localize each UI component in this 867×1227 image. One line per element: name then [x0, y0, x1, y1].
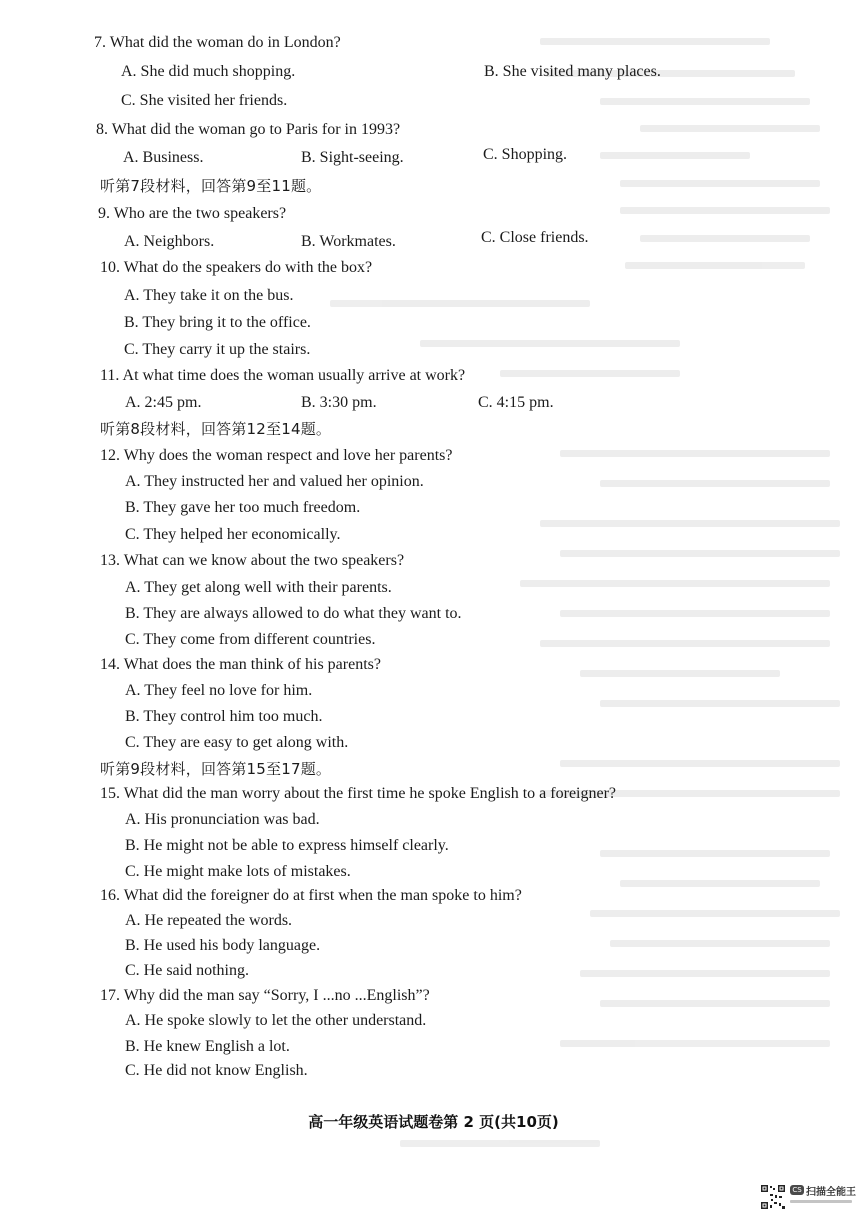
question-10-option-b: B. They bring it to the office. [124, 314, 311, 331]
question-16-option-b: B. He used his body language. [125, 937, 321, 954]
question-12-option-a: A. They instructed her and valued her opinion. [125, 473, 424, 490]
camscanner-logo-icon: CS [790, 1185, 804, 1195]
question-14-option-a: A. They feel no love for him. [125, 682, 313, 699]
question-10-stem: 10. What do the speakers do with the box? [100, 259, 373, 276]
question-17-option-c: C. He did not know English. [125, 1062, 308, 1079]
watermark-subtext-bar [790, 1200, 852, 1203]
watermark-app-name: 扫描全能王 [806, 1187, 856, 1198]
question-13-stem: 13. What can we know about the two speakers? [100, 552, 405, 569]
scanner-watermark [760, 1181, 856, 1217]
question-12-stem: 12. Why does the woman respect and love her parents? [100, 447, 453, 464]
question-14-option-b: B. They control him too much. [125, 708, 323, 725]
question-14-option-c: C. They are easy to get along with. [125, 734, 349, 751]
section-9-instruction: 听第9段材料，回答第15至17题。 [100, 760, 332, 778]
question-9-option-b: B. Workmates. [301, 233, 396, 250]
question-7-stem: 7. What did the woman do in London? [94, 34, 341, 51]
question-9-option-c: C. Close friends. [481, 229, 589, 246]
question-13-option-c: C. They come from different countries. [125, 631, 376, 648]
question-13-option-b: B. They are always allowed to do what they want to. [125, 605, 462, 622]
question-11-stem: 11. At what time does the woman usually arrive at work? [100, 367, 466, 384]
question-12-option-b: B. They gave her too much freedom. [125, 499, 361, 516]
question-10-option-a: A. They take it on the bus. [124, 287, 294, 304]
question-17-option-a: A. He spoke slowly to let the other understand. [125, 1012, 427, 1029]
qr-code-icon [760, 1184, 786, 1210]
question-12-option-c: C. They helped her economically. [125, 526, 341, 543]
question-13-option-a: A. They get along well with their parents. [125, 579, 392, 596]
question-9-option-a: A. Neighbors. [124, 233, 215, 250]
question-17-option-b: B. He knew English a lot. [125, 1038, 290, 1055]
question-9-stem: 9. Who are the two speakers? [98, 205, 287, 222]
question-17-stem: 17. Why did the man say “Sorry, I ...no ...English”? [100, 987, 430, 1004]
question-16-option-a: A. He repeated the words. [125, 912, 293, 929]
question-10-option-c: C. They carry it up the stairs. [124, 341, 311, 358]
question-8-option-c: C. Shopping. [483, 146, 568, 163]
question-11-option-a: A. 2:45 pm. [125, 394, 202, 411]
question-11-option-b: B. 3:30 pm. [301, 394, 377, 411]
question-16-stem: 16. What did the foreigner do at first when the man spoke to him? [100, 887, 522, 904]
section-8-instruction: 听第8段材料，回答第12至14题。 [100, 420, 332, 438]
page-footer: 高一年级英语试题卷第 2 页(共10页) [308, 1113, 559, 1131]
question-15-stem: 15. What did the man worry about the first time he spoke English to a foreigner? [100, 785, 617, 802]
question-8-option-b: B. Sight-seeing. [301, 149, 404, 166]
question-15-option-c: C. He might make lots of mistakes. [125, 863, 351, 880]
question-7-option-a: A. She did much shopping. [121, 63, 296, 80]
question-7-option-b: B. She visited many places. [484, 63, 661, 80]
question-14-stem: 14. What does the man think of his parents? [100, 656, 381, 673]
question-8-stem: 8. What did the woman go to Paris for in 1993? [96, 121, 401, 138]
question-15-option-a: A. His pronunciation was bad. [125, 811, 320, 828]
question-8-option-a: A. Business. [123, 149, 204, 166]
section-7-instruction: 听第7段材料，回答第9至11题。 [100, 177, 322, 195]
question-7-option-c: C. She visited her friends. [121, 92, 288, 109]
question-16-option-c: C. He said nothing. [125, 962, 249, 979]
question-15-option-b: B. He might not be able to express himself clearly. [125, 837, 449, 854]
question-11-option-c: C. 4:15 pm. [478, 394, 554, 411]
